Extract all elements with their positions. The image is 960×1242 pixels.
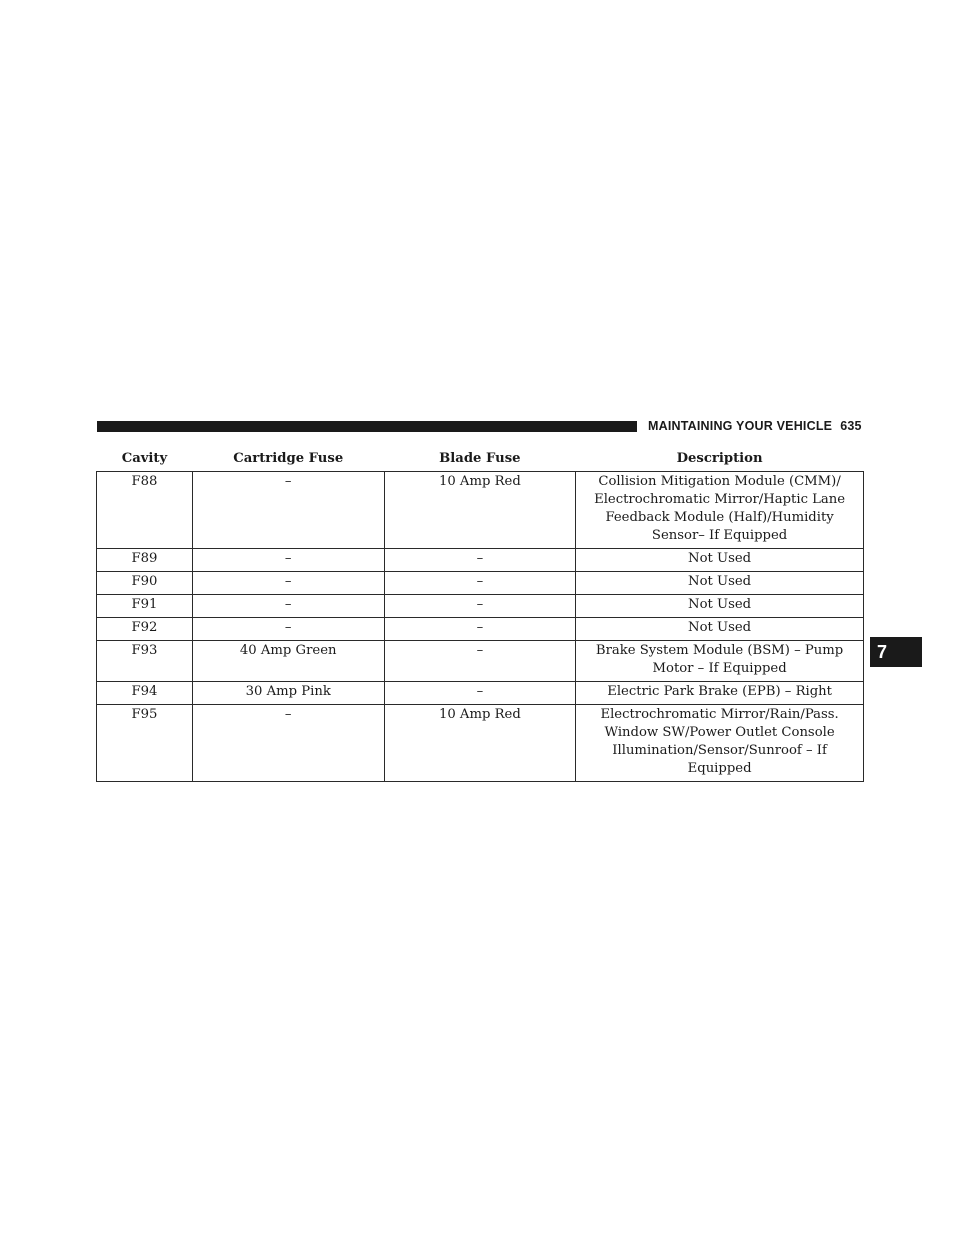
cell-cartridge-fuse: –: [192, 595, 384, 618]
cell-cavity: F90: [97, 572, 193, 595]
fuse-table: [96, 446, 864, 782]
cell-blade-fuse: –: [384, 618, 576, 641]
cell-blade-fuse: 10 Amp Red: [384, 705, 576, 782]
cell-cartridge-fuse: –: [192, 472, 384, 549]
page-number: 635: [840, 419, 862, 433]
column-header-cartridge-fuse: Cartridge Fuse: [192, 446, 384, 472]
chapter-tab: 7: [870, 637, 922, 667]
cell-description: Electric Park Brake (EPB) – Right: [576, 682, 864, 705]
table-row: [97, 549, 864, 572]
cell-cartridge-fuse: 30 Amp Pink: [192, 682, 384, 705]
cell-description: Not Used: [576, 595, 864, 618]
cell-blade-fuse: –: [384, 682, 576, 705]
cell-cartridge-fuse: –: [192, 549, 384, 572]
table-row: [97, 682, 864, 705]
cell-cavity: F93: [97, 641, 193, 682]
cell-blade-fuse: –: [384, 641, 576, 682]
column-header-blade-fuse: Blade Fuse: [384, 446, 576, 472]
cell-description: Not Used: [576, 572, 864, 595]
cell-cavity: F91: [97, 595, 193, 618]
cell-description: Not Used: [576, 618, 864, 641]
table-header-row: [97, 446, 864, 472]
cell-cartridge-fuse: –: [192, 705, 384, 782]
table-row: [97, 641, 864, 682]
table-row: [97, 572, 864, 595]
running-header: [648, 418, 862, 435]
cell-blade-fuse: –: [384, 549, 576, 572]
cell-cartridge-fuse: 40 Amp Green: [192, 641, 384, 682]
column-header-cavity: Cavity: [97, 446, 193, 472]
cell-cavity: F89: [97, 549, 193, 572]
cell-cavity: F92: [97, 618, 193, 641]
cell-blade-fuse: –: [384, 572, 576, 595]
cell-cartridge-fuse: –: [192, 618, 384, 641]
cell-cartridge-fuse: –: [192, 572, 384, 595]
column-header-description: Description: [576, 446, 864, 472]
header-rule-bar: [97, 421, 637, 432]
cell-cavity: F95: [97, 705, 193, 782]
table-row: [97, 472, 864, 549]
cell-blade-fuse: –: [384, 595, 576, 618]
cell-description: Collision Mitigation Module (CMM)/ Electrochromatic Mirror/Haptic Lane Feedback Module (Half)/Humidity Sensor– If Equipped: [576, 472, 864, 549]
cell-cavity: F88: [97, 472, 193, 549]
table-row: [97, 705, 864, 782]
section-title: MAINTAINING YOUR VEHICLE: [648, 419, 833, 433]
cell-description: Not Used: [576, 549, 864, 572]
cell-description: Electrochromatic Mirror/Rain/Pass. Window SW/Power Outlet Console Illumination/Sensor/Sunroof – If Equipped: [576, 705, 864, 782]
table-row: [97, 618, 864, 641]
table-row: [97, 595, 864, 618]
cell-blade-fuse: 10 Amp Red: [384, 472, 576, 549]
cell-cavity: F94: [97, 682, 193, 705]
cell-description: Brake System Module (BSM) – Pump Motor – If Equipped: [576, 641, 864, 682]
